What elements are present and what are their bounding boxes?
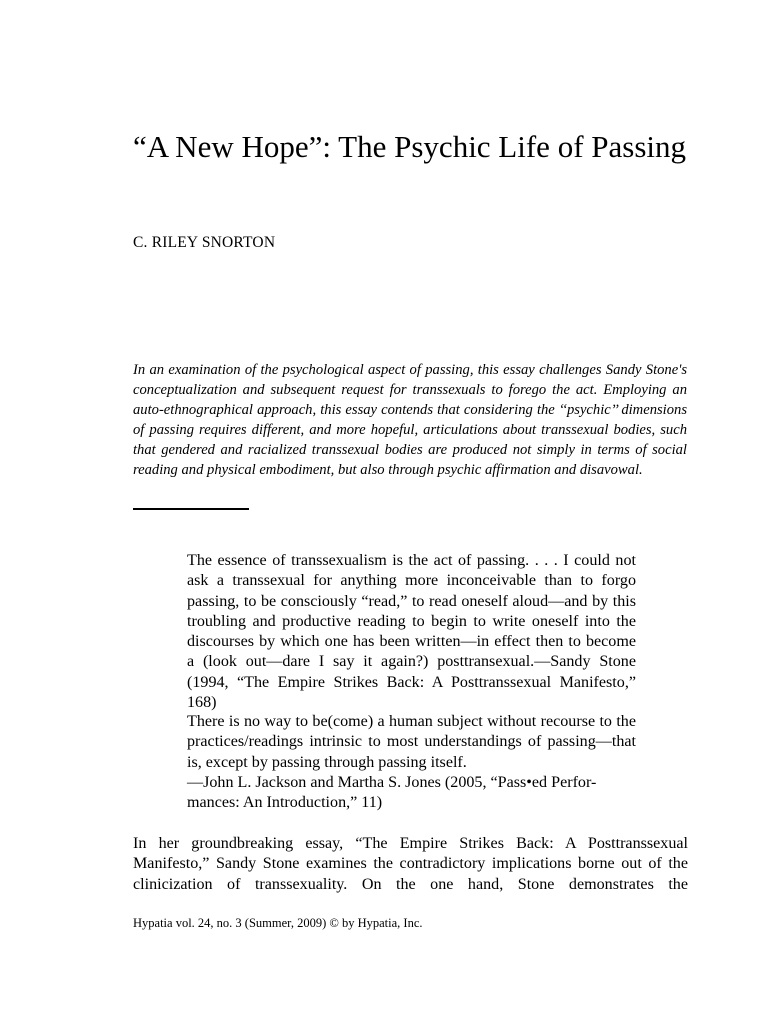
epigraph-quote: There is no way to be(come) a human subject without recourse to the practices/readings intrinsic to most understandings of passing—that is, except by passing through passing itself. (187, 713, 636, 771)
author-name: C. RILEY SNORTON (133, 234, 276, 251)
abstract: In an examination of the psychological aspect of passing, this essay challenges Sandy Stone's conceptualization and subsequent request for transsexuals to forego the act. Employing an auto-ethnographical approach, this essay contends that considering the ‘‘psychic’’ dimensions of passing requires different, and more hopeful, articulations about transsexual bodies, such that gendered and racialized transsexual bodies are produced not simply in terms of social reading and physical embodiment, but also through psychic affirmation and disavowal. (133, 362, 687, 478)
epigraph-stone: The essence of transsexualism is the act of passing. . . . I could not ask a transsexual for anything more inconceivable than to forgo passing, to be consciously “read,” to read oneself aloud—and by this troubling and productive reading to begin to write oneself into the discourses by which one has been written—in effect then to become a (look out—dare I say it again?) posttransexual.—Sandy Stone (1994, “The Empire Strikes Back: A Posttranssexual Manifesto,” 168) (187, 552, 636, 712)
journal-citation: Hypatia vol. 24, no. 3 (Summer, 2009) © by Hypatia, Inc. (133, 916, 423, 930)
section-divider (133, 508, 249, 510)
article-title: “A New Hope”: The Psychic Life of Passing (133, 129, 687, 164)
epigraph-jackson-jones (187, 712, 636, 813)
epigraph-source: —John L. Jackson and Martha S. Jones (2005, “Pass•ed Perfor-mances: An Introduction,” 11) (187, 773, 597, 812)
body-paragraph: In her groundbreaking essay, “The Empire Strikes Back: A Posttranssexual Manifesto,” Sandy Stone examines the contradictory implications borne out of the clinicization of transsexuality. On the one hand, Stone demonstrates the (133, 835, 688, 893)
